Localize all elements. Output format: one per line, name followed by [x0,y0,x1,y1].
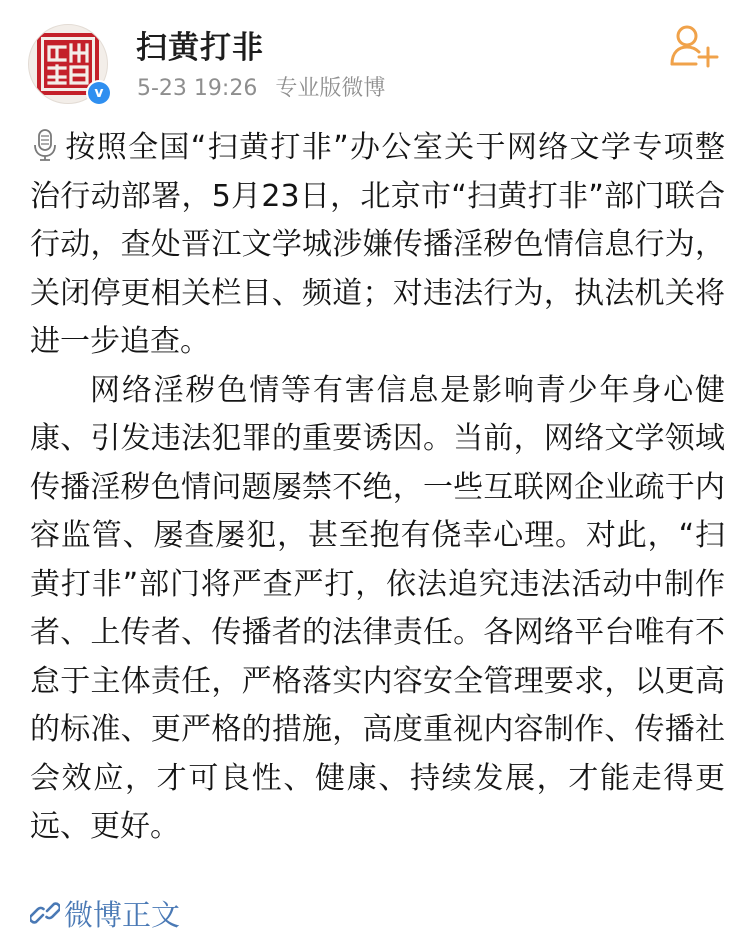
follow-button[interactable] [670,24,720,68]
add-user-icon [670,24,720,68]
post-timestamp: 5-23 19:26 [137,76,258,101]
username[interactable]: 扫黄打非 [136,30,264,66]
link-chain-icon [30,898,60,928]
verified-v-icon: v [86,80,112,106]
avatar[interactable] [28,24,108,104]
post-paragraph-1 [30,124,725,367]
post-content [30,124,725,852]
paragraph-1-text: 按照全国“扫黄打非”办公室关于网络文学专项整治行动部署，5月23日，北京市“扫黄打非”部门联合行动，查处晋江文学城涉嫌传播淫秽色情信息行为，关闭停更相关栏目、频道；对违法行为，执法机关将进一步追查。 [30,130,725,359]
full-text-link[interactable] [30,893,180,933]
post-paragraph-2: 网络淫秽色情等有害信息是影响青少年身心健康、引发违法犯罪的重要诱因。当前，网络文学领域传播淫秽色情问题屡禁不绝，一些互联网企业疏于内容监管、屡查屡犯，甚至抱有侥幸心理。对此，“扫黄打非”部门将严查严打，依法追究违法活动中制作者、上传者、传播者的法律责任。各网络平台唯有不怠于主体责任，严格落实内容安全管理要求，以更高的标准、更严格的措施，高度重视内容制作、传播社会效应，才可良性、健康、持续发展，才能走得更远、更好。 [30,372,725,844]
post-source: 专业版微博 [275,76,386,101]
post-header [0,0,750,118]
post-meta [137,71,385,102]
full-text-link-label: 微博正文 [64,897,181,932]
microphone-icon [30,128,60,162]
